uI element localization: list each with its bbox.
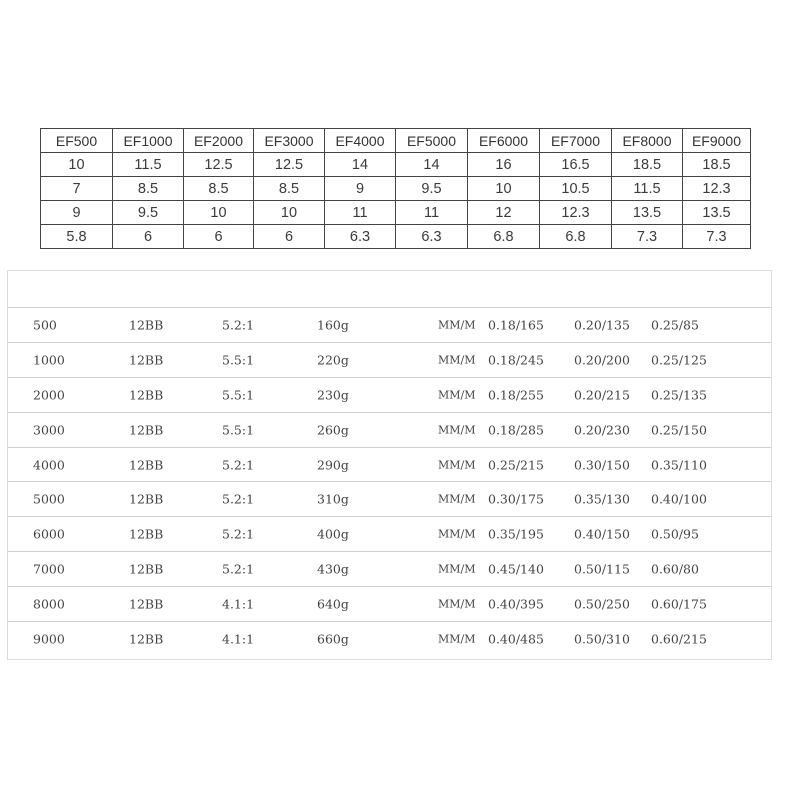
gear-ratio-cell: 4.1:1 — [222, 596, 255, 612]
unit-cell: MM/M — [438, 632, 476, 646]
gear-ratio-cell: 5.5:1 — [222, 387, 255, 403]
table-cell: 9 — [41, 201, 113, 225]
table-cell: 7 — [41, 177, 113, 201]
bearings-cell: 12BB — [129, 596, 164, 612]
model-dimension-table — [40, 128, 751, 249]
spec-row — [8, 517, 771, 552]
line-capacity-cell: 0.25/150 — [651, 422, 707, 438]
gear-ratio-cell: 5.2:1 — [222, 457, 255, 472]
line-capacity-cell: 0.50/310 — [574, 631, 630, 647]
table-cell: 11.5 — [612, 177, 683, 201]
line-capacity-cell: 0.50/115 — [574, 561, 630, 577]
model-cell: 3000 — [33, 422, 65, 438]
table-cell: 10 — [41, 153, 113, 177]
weight-cell: 220g — [317, 352, 349, 368]
bearings-cell: 12BB — [129, 561, 164, 577]
gear-ratio-cell: 4.1:1 — [222, 631, 255, 647]
table-cell: 8.5 — [254, 177, 325, 201]
table-cell: 16 — [468, 153, 540, 177]
bearings-cell: 12BB — [129, 352, 164, 368]
line-capacity-cell: 0.20/135 — [574, 317, 630, 333]
gear-ratio-cell: 5.2:1 — [222, 561, 255, 577]
spec-row — [8, 482, 771, 517]
spec-row — [8, 448, 771, 483]
spec-row — [8, 378, 771, 413]
table-cell: 8.5 — [184, 177, 254, 201]
table-cell: 6 — [184, 225, 254, 249]
table-cell: EF9000 — [683, 129, 751, 153]
unit-cell: MM/M — [438, 318, 476, 332]
line-capacity-cell: 0.18/165 — [488, 317, 544, 333]
table-cell: 12.5 — [184, 153, 254, 177]
weight-cell: 160g — [317, 317, 349, 333]
weight-cell: 260g — [317, 422, 349, 438]
unit-cell: MM/M — [438, 527, 476, 541]
model-cell: 2000 — [33, 387, 65, 403]
table-cell: 8.5 — [113, 177, 184, 201]
spec-row — [8, 308, 771, 343]
table-cell: 7.3 — [683, 225, 751, 249]
table-row — [41, 153, 751, 177]
table-cell: 11.5 — [113, 153, 184, 177]
table-cell: 10 — [468, 177, 540, 201]
line-capacity-cell: 0.30/150 — [574, 457, 630, 472]
line-capacity-cell: 0.50/95 — [651, 526, 699, 542]
table-cell: EF7000 — [540, 129, 612, 153]
table-cell: 11 — [325, 201, 396, 225]
model-cell: 6000 — [33, 526, 65, 542]
table-row — [41, 201, 751, 225]
table-cell: EF3000 — [254, 129, 325, 153]
line-capacity-cell: 0.35/130 — [574, 491, 630, 507]
table-cell: 6.3 — [396, 225, 468, 249]
spec-header-row — [8, 271, 771, 308]
bearings-cell: 12BB — [129, 457, 164, 472]
table-cell: 13.5 — [683, 201, 751, 225]
line-capacity-cell: 0.35/195 — [488, 526, 544, 542]
table-cell: EF5000 — [396, 129, 468, 153]
model-cell: 1000 — [33, 352, 65, 368]
table-cell: 12.3 — [683, 177, 751, 201]
model-cell: 4000 — [33, 457, 65, 472]
line-capacity-cell: 0.18/245 — [488, 352, 544, 368]
line-capacity-cell: 0.20/200 — [574, 352, 630, 368]
weight-cell: 310g — [317, 491, 349, 507]
weight-cell: 660g — [317, 631, 349, 647]
line-capacity-cell: 0.40/150 — [574, 526, 630, 542]
bearings-cell: 12BB — [129, 491, 164, 507]
table-row — [41, 225, 751, 249]
table-cell: 6 — [113, 225, 184, 249]
unit-cell: MM/M — [438, 458, 476, 471]
line-capacity-cell: 0.25/215 — [488, 457, 544, 472]
line-capacity-cell: 0.20/230 — [574, 422, 630, 438]
line-capacity-cell: 0.60/80 — [651, 561, 699, 577]
line-capacity-cell: 0.18/285 — [488, 422, 544, 438]
table-cell: 12.5 — [254, 153, 325, 177]
bearings-cell: 12BB — [129, 631, 164, 647]
line-capacity-cell: 0.18/255 — [488, 387, 544, 403]
table-cell: 18.5 — [683, 153, 751, 177]
weight-cell: 230g — [317, 387, 349, 403]
table-header-row — [41, 129, 751, 153]
line-capacity-cell: 0.35/110 — [651, 457, 707, 472]
table-cell: 10.5 — [540, 177, 612, 201]
table-cell: 11 — [396, 201, 468, 225]
gear-ratio-cell: 5.5:1 — [222, 352, 255, 368]
gear-ratio-cell: 5.2:1 — [222, 491, 255, 507]
table-cell: 6 — [254, 225, 325, 249]
unit-cell: MM/M — [438, 423, 476, 437]
table-cell: EF500 — [41, 129, 113, 153]
line-capacity-cell: 0.30/175 — [488, 491, 544, 507]
unit-cell: MM/M — [438, 597, 476, 611]
table-cell: EF2000 — [184, 129, 254, 153]
table-cell: 12.3 — [540, 201, 612, 225]
unit-cell: MM/M — [438, 388, 476, 402]
table-cell: EF1000 — [113, 129, 184, 153]
table-cell: 10 — [254, 201, 325, 225]
bearings-cell: 12BB — [129, 317, 164, 333]
table-cell: 12 — [468, 201, 540, 225]
table-cell: 7.3 — [612, 225, 683, 249]
line-capacity-cell: 0.25/125 — [651, 352, 707, 368]
spec-row — [8, 552, 771, 587]
weight-cell: 430g — [317, 561, 349, 577]
table-cell: 6.3 — [325, 225, 396, 249]
line-capacity-cell: 0.20/215 — [574, 387, 630, 403]
gear-ratio-cell: 5.2:1 — [222, 526, 255, 542]
gear-ratio-cell: 5.5:1 — [222, 422, 255, 438]
model-cell: 8000 — [33, 596, 65, 612]
bearings-cell: 12BB — [129, 526, 164, 542]
table-cell: EF8000 — [612, 129, 683, 153]
model-cell: 7000 — [33, 561, 65, 577]
model-cell: 9000 — [33, 631, 65, 647]
spec-row — [8, 587, 771, 622]
table-cell: EF6000 — [468, 129, 540, 153]
weight-cell: 640g — [317, 596, 349, 612]
line-capacity-cell: 0.45/140 — [488, 561, 544, 577]
table-row — [41, 177, 751, 201]
weight-cell: 400g — [317, 526, 349, 542]
unit-cell: MM/M — [438, 562, 476, 576]
line-capacity-cell: 0.60/215 — [651, 631, 707, 647]
bearings-cell: 12BB — [129, 422, 164, 438]
unit-cell: MM/M — [438, 492, 476, 506]
table-cell: 9.5 — [396, 177, 468, 201]
spec-table — [7, 270, 772, 660]
weight-cell: 290g — [317, 457, 349, 472]
spec-row — [8, 343, 771, 378]
line-capacity-cell: 0.40/395 — [488, 596, 544, 612]
table-cell: 9.5 — [113, 201, 184, 225]
table-cell: 18.5 — [612, 153, 683, 177]
line-capacity-cell: 0.50/250 — [574, 596, 630, 612]
table-cell: EF4000 — [325, 129, 396, 153]
model-cell: 5000 — [33, 491, 65, 507]
table-cell: 14 — [325, 153, 396, 177]
table-cell: 14 — [396, 153, 468, 177]
table-cell: 10 — [184, 201, 254, 225]
table-cell: 6.8 — [540, 225, 612, 249]
unit-cell: MM/M — [438, 353, 476, 367]
line-capacity-cell: 0.25/135 — [651, 387, 707, 403]
gear-ratio-cell: 5.2:1 — [222, 317, 255, 333]
table-cell: 16.5 — [540, 153, 612, 177]
table-cell: 13.5 — [612, 201, 683, 225]
table-cell: 9 — [325, 177, 396, 201]
table-cell: 6.8 — [468, 225, 540, 249]
bearings-cell: 12BB — [129, 387, 164, 403]
line-capacity-cell: 0.25/85 — [651, 317, 699, 333]
spec-row — [8, 622, 771, 657]
model-cell: 500 — [33, 317, 57, 333]
spec-row — [8, 413, 771, 448]
table-cell: 5.8 — [41, 225, 113, 249]
line-capacity-cell: 0.40/485 — [488, 631, 544, 647]
line-capacity-cell: 0.40/100 — [651, 491, 707, 507]
line-capacity-cell: 0.60/175 — [651, 596, 707, 612]
